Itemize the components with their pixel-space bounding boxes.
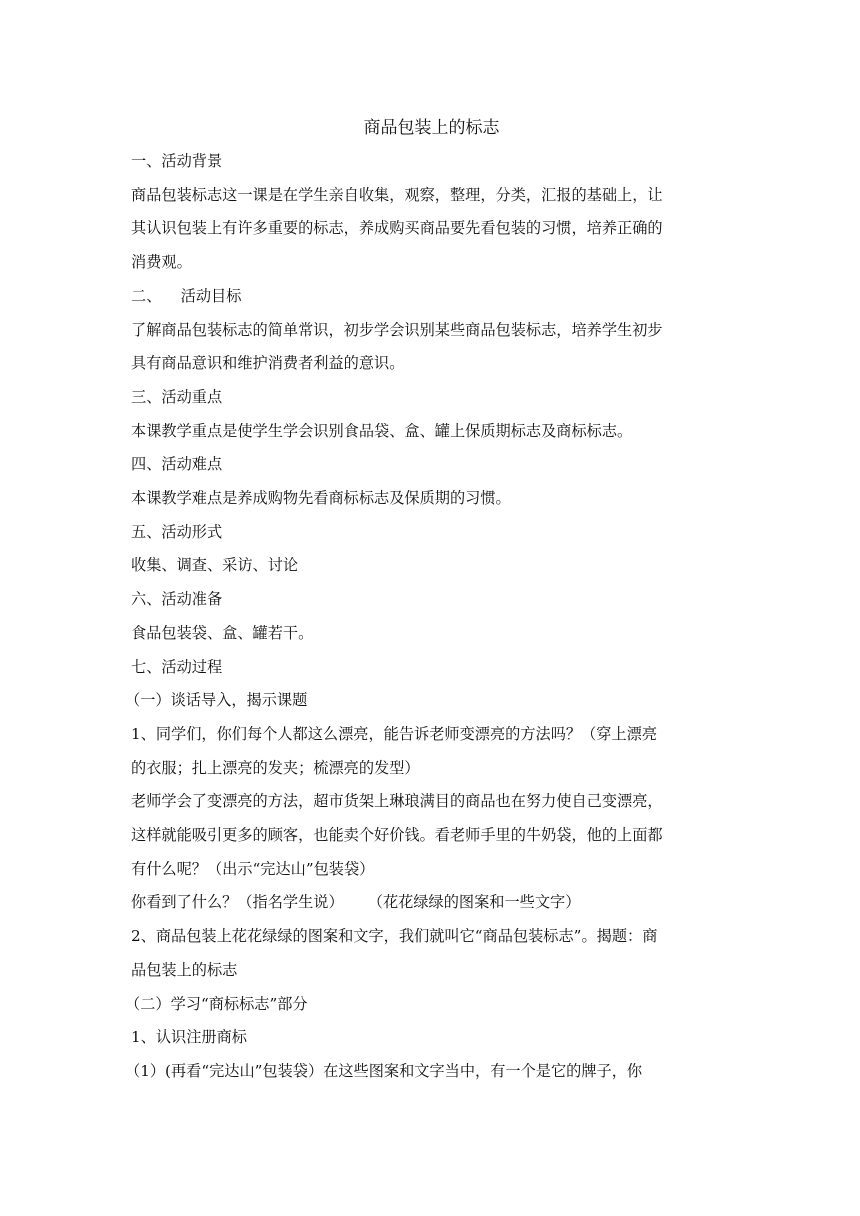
paragraph-line: 了解商品包装标志的简单常识，初步学会识别某些商品包装标志，培养学生初步 [131,320,663,339]
paragraph-line: 消费观。 [131,253,192,272]
paragraph-line: 1、认识注册商标 [131,1028,247,1047]
section-heading-background: 一、活动背景 [131,152,223,170]
subsection-heading: （一）谈话导入，揭示课题 [125,691,308,710]
paragraph-line: 2、商品包装上花花绿绿的图案和文字，我们就叫它“商品包装标志”。揭题：商 [131,927,658,946]
section-heading-key-points: 三、活动重点 [131,387,223,406]
paragraph-line: 品包装上的标志 [131,960,238,979]
paragraph-line: 收集、调查、采访、讨论 [131,556,299,575]
document-body [125,112,732,1089]
paragraph-line: 你看到了什么？（指名学生说） （花花绿绿的图案和一些文字） [131,893,581,912]
paragraph-line: 老师学会了变漂亮的方法，超市货架上琳琅满目的商品也在努力使自己变漂亮， [131,792,663,811]
subsection-heading: （二）学习“商标标志”部分 [125,994,308,1013]
paragraph-line: 的衣服；扎上漂亮的发夹；梳漂亮的发型） [131,758,420,777]
paragraph-line: （1）(再看“完达山”包装袋）在这些图案和文字当中，有一个是它的牌子，你 [125,1061,643,1080]
section-heading-format: 五、活动形式 [131,522,223,541]
paragraph-line: 食品包装袋、盒、罐若干。 [131,623,314,642]
paragraph-line: 本课教学难点是养成购物先看商标标志及保质期的习惯。 [131,489,511,508]
paragraph-line: 其认识包装上有许多重要的标志，养成购买商品要先看包装的习惯，培养正确的 [131,219,663,238]
paragraph-line: 1、同学们，你们每个人都这么漂亮，能告诉老师变漂亮的方法吗？（穿上漂亮 [131,724,658,743]
section-heading-difficulties: 四、活动难点 [131,455,223,474]
section-heading-preparation: 六、活动准备 [131,590,223,609]
paragraph-line: 有什么呢？（出示“完达山”包装袋） [131,859,375,878]
paragraph-line: 本课教学重点是使学生学会识别食品袋、盒、罐上保质期标志及商标标志。 [131,421,633,440]
section-heading-goals: 二、 活动目标 [131,286,242,305]
section-heading-process: 七、活动过程 [131,657,223,676]
paragraph-line: 商品包装标志这一课是在学生亲自收集，观察，整理，分类，汇报的基础上，让 [131,185,663,204]
paragraph-line: 具有商品意识和维护消费者利益的意识。 [131,354,405,373]
document-title: 商品包装上的标志 [363,118,500,138]
paragraph-line: 这样就能吸引更多的顾客，也能卖个好价钱。看老师手里的牛奶袋，他的上面都 [131,826,663,845]
